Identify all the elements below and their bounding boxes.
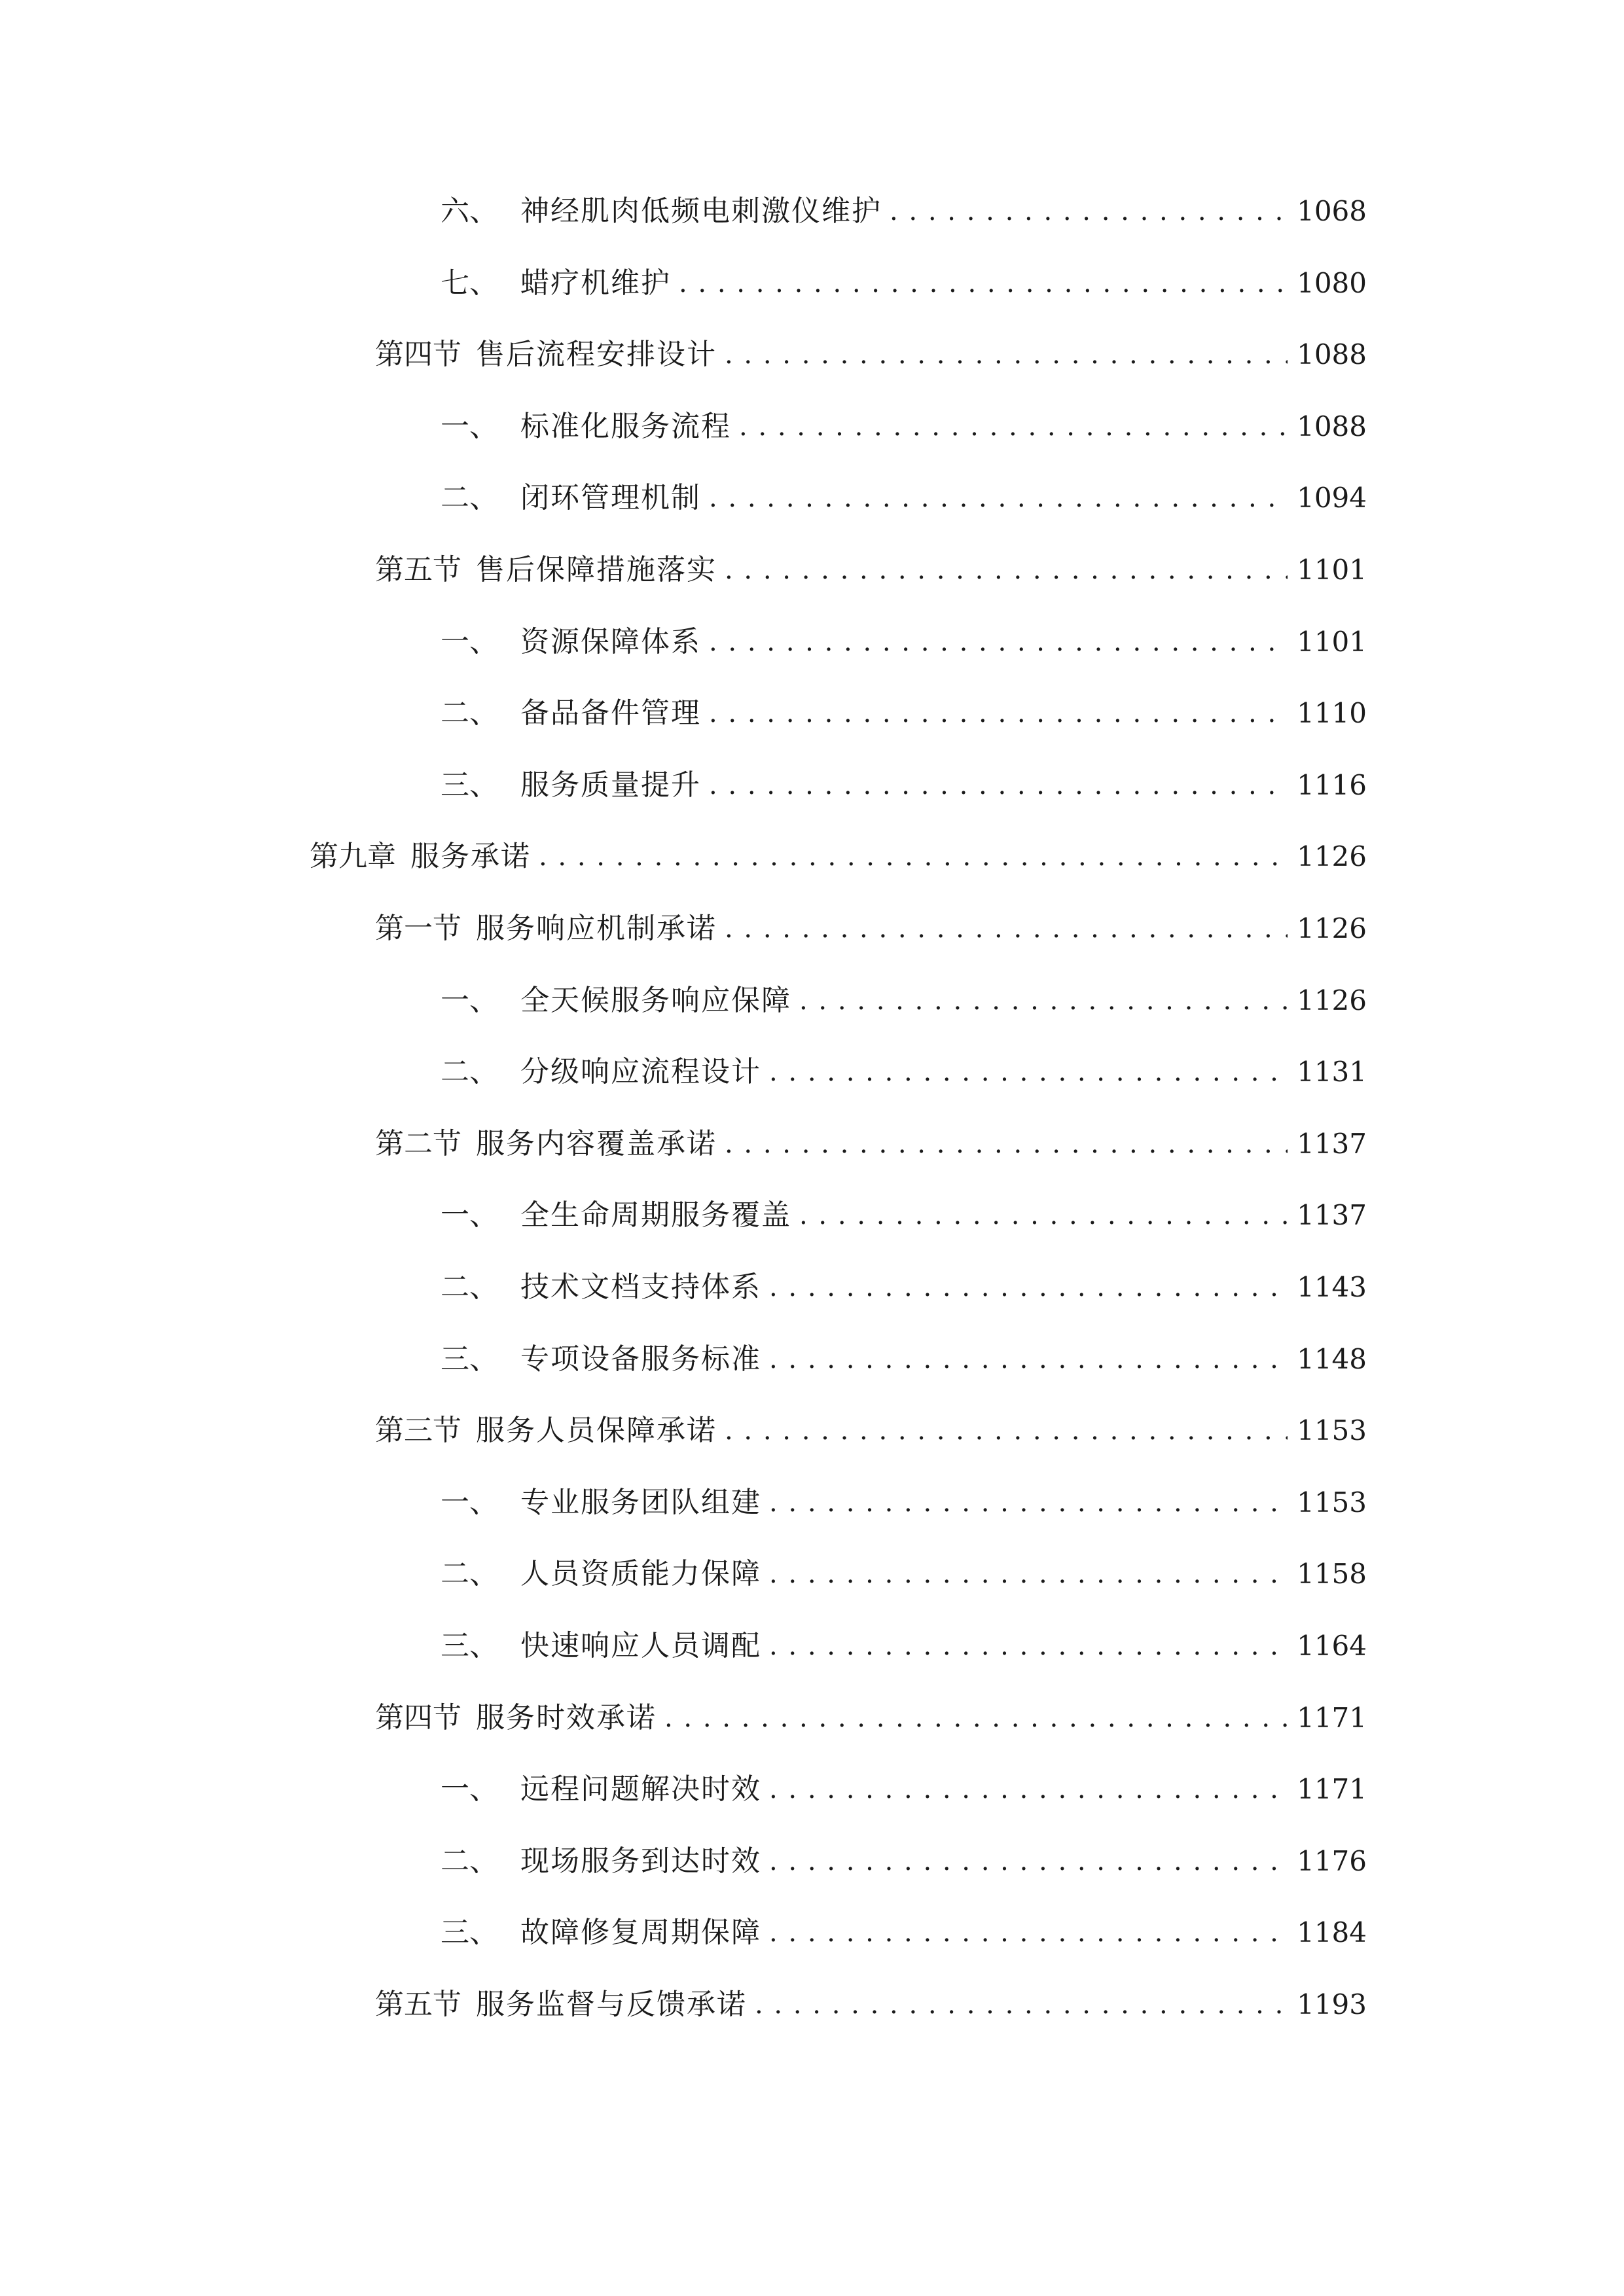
toc-entry[interactable]	[441, 404, 1367, 450]
toc-entry[interactable]	[441, 1336, 1367, 1382]
toc-entry-number: 二、	[441, 1270, 498, 1304]
toc-page-number: 1137	[1297, 1127, 1367, 1160]
toc-page-number: 1080	[1297, 266, 1367, 299]
toc-entry-number: 第三节	[375, 1414, 461, 1448]
toc-entry-number: 第四节	[375, 338, 461, 372]
toc-page-number: 1171	[1297, 1773, 1367, 1806]
toc-page-number: 1164	[1297, 1630, 1367, 1662]
toc-page-number: 1143	[1297, 1271, 1367, 1303]
toc-entry-number: 六、	[441, 194, 498, 228]
toc-entry-number: 第四节	[375, 1700, 461, 1734]
toc-page-number: 1088	[1297, 338, 1367, 371]
toc-entry-title: 全生命周期服务覆盖	[520, 1198, 791, 1232]
toc-dot-leader	[709, 762, 1288, 808]
toc-entry-number: 二、	[441, 481, 498, 515]
toc-dot-leader	[709, 475, 1288, 521]
toc-entry-number: 三、	[441, 1916, 498, 1950]
toc-entry[interactable]	[441, 1265, 1367, 1310]
toc-entry[interactable]	[441, 762, 1367, 808]
toc-entry-title: 远程问题解决时效	[520, 1772, 761, 1806]
toc-entry[interactable]	[441, 978, 1367, 1024]
toc-dot-leader	[769, 1839, 1288, 1884]
toc-entry-number: 二、	[441, 696, 498, 730]
toc-page-number: 1110	[1297, 697, 1367, 730]
toc-entry[interactable]	[441, 188, 1367, 234]
toc-page-number: 1068	[1297, 195, 1367, 227]
toc-dot-leader	[769, 1623, 1288, 1669]
toc-entry-title: 服务时效承诺	[476, 1700, 657, 1734]
toc-dot-leader	[664, 1695, 1288, 1741]
toc-entry-title: 备品备件管理	[520, 696, 701, 730]
toc-page-number: 1171	[1297, 1701, 1367, 1734]
toc-page-number: 1126	[1297, 912, 1367, 944]
toc-entry-number: 三、	[441, 1629, 498, 1662]
toc-page-number: 1101	[1297, 554, 1367, 586]
toc-page-number: 1126	[1297, 984, 1367, 1016]
toc-entry[interactable]	[441, 1623, 1367, 1669]
toc-entry-number: 二、	[441, 1055, 498, 1089]
toc-entry[interactable]	[375, 1408, 1367, 1454]
toc-page-number: 1126	[1297, 840, 1367, 873]
toc-entry-title: 服务承诺	[410, 840, 531, 874]
toc-dot-leader	[799, 1193, 1288, 1238]
toc-entry-number: 一、	[441, 1485, 498, 1519]
toc-entry-number: 一、	[441, 624, 498, 658]
toc-entry-title: 服务内容覆盖承诺	[476, 1126, 717, 1160]
toc-dot-leader	[769, 1480, 1288, 1526]
toc-entry-number: 一、	[441, 409, 498, 443]
toc-entry[interactable]	[441, 1910, 1367, 1956]
toc-page-number: 1153	[1297, 1486, 1367, 1518]
toc-dot-leader	[709, 691, 1288, 736]
toc-page-number: 1137	[1297, 1199, 1367, 1232]
toc-entry-title: 全天候服务响应保障	[520, 983, 791, 1017]
toc-entry-number: 第五节	[375, 1988, 461, 2021]
toc-entry[interactable]	[375, 1695, 1367, 1741]
toc-page-number: 1148	[1297, 1342, 1367, 1375]
toc-entry[interactable]	[441, 619, 1367, 665]
toc-dot-leader	[709, 619, 1288, 665]
toc-dot-leader	[769, 1910, 1288, 1956]
toc-entry-title: 售后保障措施落实	[476, 553, 717, 586]
toc-dot-leader	[769, 1049, 1288, 1095]
toc-page-number: 1193	[1297, 1988, 1367, 2020]
toc-dot-leader	[539, 834, 1288, 880]
toc-entry-title: 蜡疗机维护	[520, 266, 671, 300]
toc-dot-leader	[725, 1408, 1288, 1454]
toc-entry[interactable]	[441, 691, 1367, 736]
toc-dot-leader	[739, 404, 1288, 450]
toc-entry-title: 闭环管理机制	[520, 481, 701, 515]
toc-entry[interactable]	[375, 1982, 1367, 2028]
toc-page-number: 1101	[1297, 625, 1367, 658]
toc-entry-title: 快速响应人员调配	[520, 1629, 761, 1662]
toc-page-number: 1131	[1297, 1056, 1367, 1088]
toc-entry[interactable]	[441, 260, 1367, 306]
toc-entry-title: 技术文档支持体系	[520, 1270, 761, 1304]
toc-entry-title: 服务响应机制承诺	[476, 912, 717, 945]
toc-entry[interactable]	[375, 1121, 1367, 1167]
toc-entry-title: 服务质量提升	[520, 768, 701, 802]
toc-dot-leader	[679, 260, 1288, 306]
toc-entry-title: 分级响应流程设计	[520, 1055, 761, 1089]
toc-entry-number: 一、	[441, 1198, 498, 1232]
toc-entry-number: 第二节	[375, 1126, 461, 1160]
toc-page-number: 1116	[1297, 768, 1367, 801]
toc-entry-number: 三、	[441, 768, 498, 802]
toc-entry-title: 资源保障体系	[520, 624, 701, 658]
toc-entry[interactable]	[441, 1767, 1367, 1812]
toc-entry-number: 第九章	[310, 840, 396, 874]
toc-page-number: 1094	[1297, 482, 1367, 514]
toc-dot-leader	[769, 1265, 1288, 1310]
toc-dot-leader	[725, 547, 1288, 593]
toc-entry-title: 现场服务到达时效	[520, 1844, 761, 1878]
toc-entry-title: 神经肌肉低频电刺激仪维护	[520, 194, 882, 228]
toc-dot-leader	[769, 1767, 1288, 1812]
toc-dot-leader	[725, 332, 1288, 378]
toc-entry[interactable]	[441, 1839, 1367, 1884]
toc-dot-leader	[725, 1121, 1288, 1167]
toc-entry[interactable]	[375, 906, 1367, 952]
toc-page-number: 1176	[1297, 1844, 1367, 1877]
toc-entry[interactable]	[375, 332, 1367, 378]
toc-entry[interactable]	[441, 1551, 1367, 1597]
toc-entry[interactable]	[441, 475, 1367, 521]
toc-dot-leader	[725, 906, 1288, 952]
toc-entry-number: 第一节	[375, 912, 461, 945]
toc-entry-title: 专项设备服务标准	[520, 1342, 761, 1376]
toc-page-number: 1184	[1297, 1916, 1367, 1949]
toc-entry[interactable]	[441, 1193, 1367, 1238]
toc-entry[interactable]	[375, 547, 1367, 593]
toc-page-number: 1158	[1297, 1558, 1367, 1590]
toc-entry-title: 服务人员保障承诺	[476, 1414, 717, 1448]
toc-dot-leader	[769, 1551, 1288, 1597]
toc-entry-title: 故障修复周期保障	[520, 1916, 761, 1950]
toc-entry-number: 七、	[441, 266, 498, 300]
toc-entry-title: 专业服务团队组建	[520, 1485, 761, 1519]
toc-entry-number: 一、	[441, 1772, 498, 1806]
toc-entry-title: 售后流程安排设计	[476, 338, 717, 372]
toc-entry-number: 第五节	[375, 553, 461, 586]
toc-entry[interactable]	[441, 1480, 1367, 1526]
toc-dot-leader	[890, 188, 1288, 234]
toc-entry[interactable]	[441, 1049, 1367, 1095]
toc-entry-number: 一、	[441, 983, 498, 1017]
toc-entry-title: 标准化服务流程	[520, 409, 731, 443]
toc-dot-leader	[799, 978, 1288, 1024]
toc-dot-leader	[769, 1336, 1288, 1382]
toc-dot-leader	[755, 1982, 1288, 2028]
toc-entry[interactable]	[310, 834, 1367, 880]
toc-page-number: 1088	[1297, 410, 1367, 442]
toc-entry-title: 服务监督与反馈承诺	[476, 1988, 747, 2021]
toc-entry-number: 三、	[441, 1342, 498, 1376]
toc-page-number: 1153	[1297, 1414, 1367, 1447]
toc-entry-number: 二、	[441, 1844, 498, 1878]
toc-entry-title: 人员资质能力保障	[520, 1557, 761, 1591]
toc-entry-number: 二、	[441, 1557, 498, 1591]
